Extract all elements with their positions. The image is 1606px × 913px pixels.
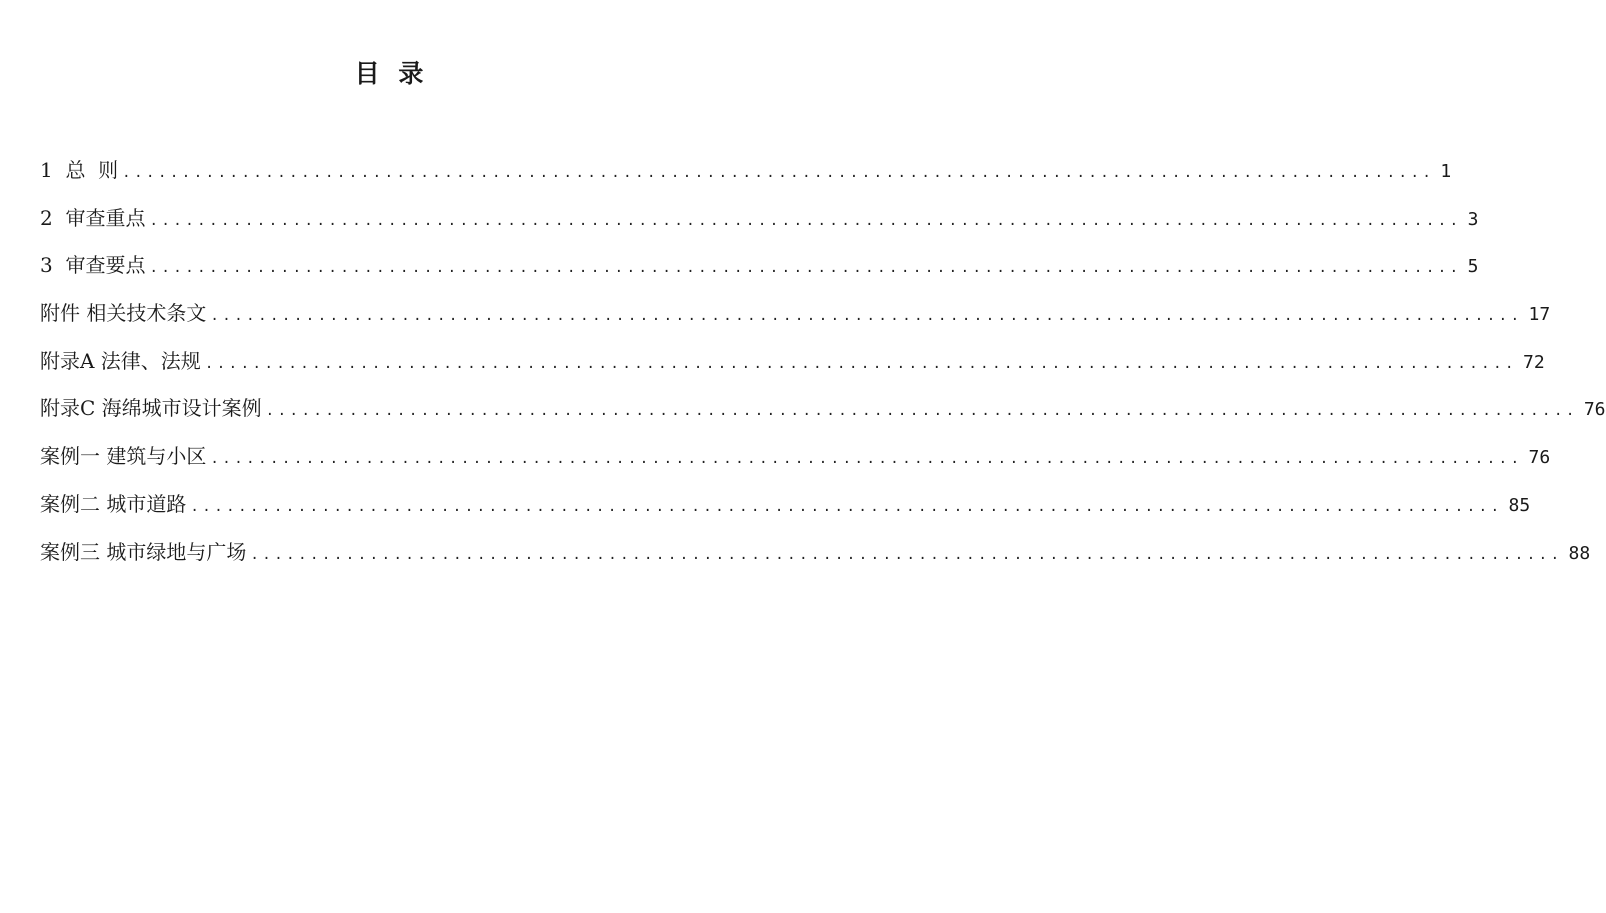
table-of-contents bbox=[40, 150, 1606, 579]
toc-dot-leader: .............................................................................................................. bbox=[210, 308, 1523, 325]
toc-entry-attachment-technical-clauses[interactable] bbox=[40, 293, 1551, 341]
toc-entry-page-number: 88 bbox=[1568, 542, 1591, 564]
toc-dot-leader: .............................................................................................................. bbox=[122, 165, 1435, 181]
toc-entry-case-three[interactable] bbox=[40, 532, 1591, 580]
toc-entry-case-one[interactable] bbox=[40, 436, 1551, 484]
toc-entry-review-focus[interactable] bbox=[40, 198, 1479, 246]
toc-entry-label: 2 审查重点 bbox=[40, 205, 146, 230]
toc-entry-page-number: 3 bbox=[1467, 208, 1479, 230]
toc-dot-leader: .............................................................................................................. bbox=[265, 403, 1578, 420]
toc-entry-label: 附件 相关技术条文 bbox=[40, 301, 207, 326]
toc-dot-leader: .............................................................................................................. bbox=[149, 260, 1462, 277]
toc-dot-leader: .............................................................................................................. bbox=[149, 212, 1462, 229]
toc-entry-label: 案例二 城市道路 bbox=[40, 491, 187, 516]
toc-entry-page-number: 1 bbox=[1440, 161, 1452, 182]
toc-title: 目 录 bbox=[354, 59, 426, 88]
toc-entry-page-number: 85 bbox=[1508, 494, 1531, 516]
toc-entry-label: 附录A 法律、法规 bbox=[40, 348, 201, 373]
toc-entry-general-provisions[interactable] bbox=[40, 150, 1452, 198]
toc-entry-label: 附录C 海绵城市设计案例 bbox=[40, 396, 262, 421]
toc-entry-appendix-c-cases[interactable] bbox=[40, 388, 1606, 436]
toc-dot-leader: .............................................................................................................. bbox=[190, 498, 1503, 515]
toc-entry-page-number: 5 bbox=[1467, 256, 1479, 278]
toc-dot-leader: .............................................................................................................. bbox=[250, 546, 1563, 563]
toc-entry-label: 案例三 城市绿地与广场 bbox=[40, 539, 247, 564]
toc-dot-leader: .............................................................................................................. bbox=[210, 451, 1523, 468]
toc-entry-review-points[interactable] bbox=[40, 245, 1479, 293]
toc-entry-label: 案例一 建筑与小区 bbox=[40, 444, 207, 469]
toc-entry-page-number: 72 bbox=[1522, 351, 1545, 373]
toc-entry-case-two[interactable] bbox=[40, 484, 1531, 532]
toc-entry-page-number: 76 bbox=[1528, 447, 1551, 469]
toc-entry-label: 1 总 则 bbox=[40, 158, 119, 182]
toc-entry-appendix-a-laws[interactable] bbox=[40, 341, 1545, 389]
toc-entry-page-number: 17 bbox=[1528, 304, 1551, 326]
toc-dot-leader: .............................................................................................................. bbox=[204, 355, 1517, 372]
toc-entry-label: 3 审查要点 bbox=[40, 253, 146, 278]
toc-entry-page-number: 76 bbox=[1583, 399, 1606, 421]
